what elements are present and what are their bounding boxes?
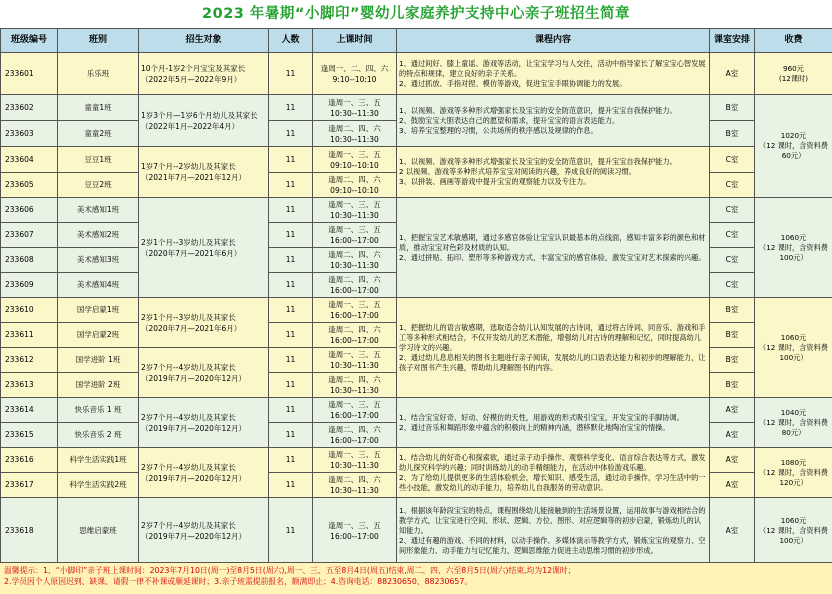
class-time: 逢周二、四、六 16:00--17:00: [313, 423, 397, 448]
classroom: B室: [710, 298, 755, 323]
classroom: A室: [710, 53, 755, 95]
class-time: 逢周一、三、五 16:00--17:00: [313, 498, 397, 564]
enroll-target: 2岁7个月--4岁幼儿及其家长 （2019年7月—2020年12月）: [139, 448, 269, 498]
class-size: 11: [269, 248, 313, 273]
classroom: B室: [710, 95, 755, 121]
classroom: B室: [710, 348, 755, 373]
class-name: 豆豆2班: [58, 173, 139, 198]
class-code: 233616: [1, 448, 58, 473]
enroll-target: 10个月-1岁2个月宝宝及其家长 （2022年5月—2022年9月）: [139, 53, 269, 95]
classroom: A室: [710, 423, 755, 448]
class-size: 11: [269, 223, 313, 248]
enroll-target: 2岁7个月--4岁幼儿及其家长 （2019年7月—2020年12月）: [139, 498, 269, 564]
class-code: 233601: [1, 53, 58, 95]
class-size: 11: [269, 398, 313, 423]
classroom: C室: [710, 273, 755, 298]
enroll-target: 2岁7个月--4岁幼儿及其家长 （2019年7月—2020年12月）: [139, 398, 269, 448]
class-size: 11: [269, 323, 313, 348]
class-time: 逢周一、三、五 10:30--11:30: [313, 448, 397, 473]
fee: 960元 (12课时): [755, 53, 832, 95]
classroom: A室: [710, 398, 755, 423]
class-code: 233617: [1, 473, 58, 498]
class-time: 逢周一、三、五 16:00--17:00: [313, 398, 397, 423]
class-name: 乐乐班: [58, 53, 139, 95]
class-code: 233606: [1, 198, 58, 223]
table-row: [1, 448, 832, 473]
header-room: 课室安排: [710, 29, 755, 53]
class-code: 233609: [1, 273, 58, 298]
notice-panel: [0, 562, 832, 594]
header-content: 课程内容: [397, 29, 710, 53]
class-code: 233615: [1, 423, 58, 448]
class-name: 美术感知3班: [58, 248, 139, 273]
header-code: 班级编号: [1, 29, 58, 53]
class-time: 逢周一、三、五 10:30--11:30: [313, 348, 397, 373]
classroom: C室: [710, 248, 755, 273]
course-content: 1、结合宝宝好奇、好动、好模仿的天性，用游戏的形式吸引宝宝，开发宝宝的手脚协调。 2、通过音乐和舞蹈形象中蕴含的积极向上的精神内涵，潜移默化地陶冶宝宝的情操。: [397, 398, 710, 448]
class-code: 233611: [1, 323, 58, 348]
class-time: 逢周二、四、六 09:10--10:10: [313, 173, 397, 198]
course-content: 1、以视频、游戏等多种形式增强家长及宝宝的安全防范意识，提升宝宝自我保护能力。 2、鼓励宝宝大胆表达自己的愿望和需求，提升宝宝的语言表达能力。 3、培养宝宝整理的习惯，公共场所的秩序感以及规律的作息。: [397, 95, 710, 147]
class-time: 逢周一、三、五 10:30--11:30: [313, 95, 397, 121]
classroom: A室: [710, 498, 755, 564]
classroom: A室: [710, 473, 755, 498]
class-name: 国学启蒙1班: [58, 298, 139, 323]
class-time: 逢周二、四、六 10:30--11:30: [313, 121, 397, 147]
classroom: B室: [710, 373, 755, 398]
class-name: 美术感知2班: [58, 223, 139, 248]
class-code: 233604: [1, 147, 58, 173]
fee: 1080元 （12 课时，含资料费120元）: [755, 448, 832, 498]
schedule-table: [0, 28, 832, 564]
course-content: 1、把握宝宝艺术敏感期，通过多感官体验让宝宝认识最基本的点线面，感知丰富多彩的颜色和材质，推动宝宝对色彩及材质的认知。 2、通过拼贴、拓印、塑形等多种游戏方式，丰富宝宝的感官体验，激发宝宝对艺术探索的兴趣。: [397, 198, 710, 298]
class-code: 233608: [1, 248, 58, 273]
class-code: 233602: [1, 95, 58, 121]
class-size: 11: [269, 298, 313, 323]
classroom: C室: [710, 147, 755, 173]
enroll-target: 2岁1个月--3岁幼儿及其家长 （2020年7月—2021年6月）: [139, 198, 269, 298]
class-name: 思维启蒙班: [58, 498, 139, 564]
class-size: 11: [269, 95, 313, 121]
class-time: 逢周一、三、五 10:30--11:30: [313, 198, 397, 223]
class-code: 233612: [1, 348, 58, 373]
header-time: 上课时间: [313, 29, 397, 53]
class-code: 233610: [1, 298, 58, 323]
class-name: 快乐音乐 2 班: [58, 423, 139, 448]
notice-line-1: 温馨提示：1、“小脚印”亲子班上课时间：2023年7月10日(周一)至8月5日(周六),周一、三、五至8月4日(周五)结束,周二、四、六至8月5日(周六)结束,均为12课时；: [4, 566, 576, 575]
fee: 1060元 （12 课时，含资料费100元）: [755, 198, 832, 298]
class-name: 科学生活实践1班: [58, 448, 139, 473]
fee: 1060元 （12 课时，含资料费100元）: [755, 298, 832, 398]
course-content: 1、根据该年龄段宝宝的特点，课程围绕幼儿能接触到的生活场景设置，运用故事与游戏相结合的教学方式，让宝宝进行空间、形状、逻辑、方位、图形、对应逻辑等的初步启蒙，锻炼幼儿的认知能力。 2、通过有趣的游戏、不同的材料，以动手操作、多媒体演示等教学方式，锻炼宝宝的观察力、空间形象能力、动手能力与记忆能力，逻辑思维能力促进主动思维习惯的初步形成。: [397, 498, 710, 564]
header-fee: 收费: [755, 29, 832, 53]
class-time: 逢周一、三、五 09:10--10:10: [313, 147, 397, 173]
class-size: 11: [269, 348, 313, 373]
class-name: 童童2班: [58, 121, 139, 147]
class-time: 逢周二、四、六 16:00--17:00: [313, 323, 397, 348]
class-size: 11: [269, 273, 313, 298]
class-size: 11: [269, 498, 313, 564]
classroom: B室: [710, 121, 755, 147]
class-size: 11: [269, 423, 313, 448]
notice-line-2: 2.学员因个人原因迟到、缺课、请假一律不补课或顺延课时；3.亲子班需提前报名，额满即止；4.咨询电话：88230650、88230657。: [4, 577, 473, 586]
table-row: [1, 198, 832, 223]
table-row: [1, 298, 832, 323]
class-code: 233605: [1, 173, 58, 198]
class-time: 逢周一、三、五 16:00--17:00: [313, 298, 397, 323]
class-time: 逢周二、四、六 10:30--11:30: [313, 248, 397, 273]
fee: 1020元 （12 课时，含资料费60元）: [755, 95, 832, 198]
class-name: 国学进阶 2班: [58, 373, 139, 398]
class-time: 逢周一、三、五 16:00--17:00: [313, 223, 397, 248]
course-content: 1、把握幼儿的语言敏感期，选取适合幼儿认知发展的古诗词，通过将古诗词、同音乐、游戏和手工等多种形式相结合，不仅开发幼儿的艺术潜能，增强幼儿对古诗的理解和记忆，同时提高幼儿学习诗文的兴趣。 2、通过幼儿息息相关的图书主题进行亲子阅读，发展幼儿的口语表达能力和初步的理解能力，让孩子对图书产生兴趣，帮助幼儿理解图书的内容。: [397, 298, 710, 398]
class-size: 11: [269, 53, 313, 95]
class-name: 童童1班: [58, 95, 139, 121]
enroll-target: 1岁7个月--2岁幼儿及其家长 （2021年7月—2021年12月）: [139, 147, 269, 198]
header-count: 人数: [269, 29, 313, 53]
class-time: 逢周一、二、四、六 9:10--10:10: [313, 53, 397, 95]
course-content: 1、通过间好、膝上童谣、游戏等活动，让宝宝学习与人交往，活动中指导家长了解宝宝心智发展的特点和规律，建立良好的亲子关系。 2、通过抓放、手指对捏、模仿等游戏，促进宝宝手眼协调能力的发展。: [397, 53, 710, 95]
class-code: 233614: [1, 398, 58, 423]
classroom: C室: [710, 173, 755, 198]
class-size: 11: [269, 147, 313, 173]
class-code: 233603: [1, 121, 58, 147]
classroom: C室: [710, 198, 755, 223]
class-name: 豆豆1班: [58, 147, 139, 173]
class-name: 美术感知4班: [58, 273, 139, 298]
table-row: [1, 398, 832, 423]
class-time: 逢周二、四、六 16:00--17:00: [313, 273, 397, 298]
classroom: B室: [710, 323, 755, 348]
course-content: 1、结合幼儿的好奇心和探索欲，通过亲子动手操作、观察科学变化、语言综合表达等方式，激发幼儿探究科学的兴趣；同时训练幼儿的动手精细能力，在活动中体验游戏乐趣。 2、为了给幼儿提供更多的生活体验机会，增长知识、感受生活，通过动手操作，学习生活中的一些小技能，激发幼儿的动手能力，培养幼儿自我服务的劳动意识。: [397, 448, 710, 498]
enroll-target: 2岁1个月--3岁幼儿及其家长 （2020年7月—2021年6月）: [139, 298, 269, 348]
class-size: 11: [269, 198, 313, 223]
table-row: [1, 147, 832, 173]
class-name: 国学进阶 1班: [58, 348, 139, 373]
header-name: 班别: [58, 29, 139, 53]
page-title: 2023 年暑期“小脚印”婴幼儿家庭养护支持中心亲子班招生简章: [202, 6, 630, 22]
class-code: 233613: [1, 373, 58, 398]
class-time: 逢周二、四、六 10:30--11:30: [313, 473, 397, 498]
class-name: 国学启蒙2班: [58, 323, 139, 348]
header-target: 招生对象: [139, 29, 269, 53]
class-code: 233607: [1, 223, 58, 248]
class-size: 11: [269, 173, 313, 198]
table-header-row: [1, 29, 832, 53]
classroom: C室: [710, 223, 755, 248]
fee: 1060元 （12 课时，含资料费100元）: [755, 498, 832, 564]
class-size: 11: [269, 121, 313, 147]
classroom: A室: [710, 448, 755, 473]
class-name: 快乐音乐 1 班: [58, 398, 139, 423]
class-size: 11: [269, 373, 313, 398]
class-name: 科学生活实践2班: [58, 473, 139, 498]
table-row: [1, 53, 832, 95]
class-size: 11: [269, 473, 313, 498]
course-content: 1、以视频、游戏等多种形式增强家长及宝宝的安全防范意识，提升宝宝自我保护能力。 2 以视频、游戏等多种形式培养宝宝对阅读的兴趣，养成良好的阅读习惯。 3、以拼装、画画等游戏中提升宝宝的观察能力以及专注力。: [397, 147, 710, 198]
enroll-target: 2岁7个月--4岁幼儿及其家长 （2019年7月—2020年12月）: [139, 348, 269, 398]
enroll-target: 1岁3个月—1岁6个月幼儿及其家长（2022年1月--2022年4月）: [139, 95, 269, 147]
table-row: [1, 498, 832, 564]
fee: 1040元 （12 课时，含资料费80元）: [755, 398, 832, 448]
class-size: 11: [269, 448, 313, 473]
table-row: [1, 95, 832, 121]
class-name: 美术感知1班: [58, 198, 139, 223]
class-code: 233618: [1, 498, 58, 564]
class-time: 逢周二、四、六 10:30--11:30: [313, 373, 397, 398]
